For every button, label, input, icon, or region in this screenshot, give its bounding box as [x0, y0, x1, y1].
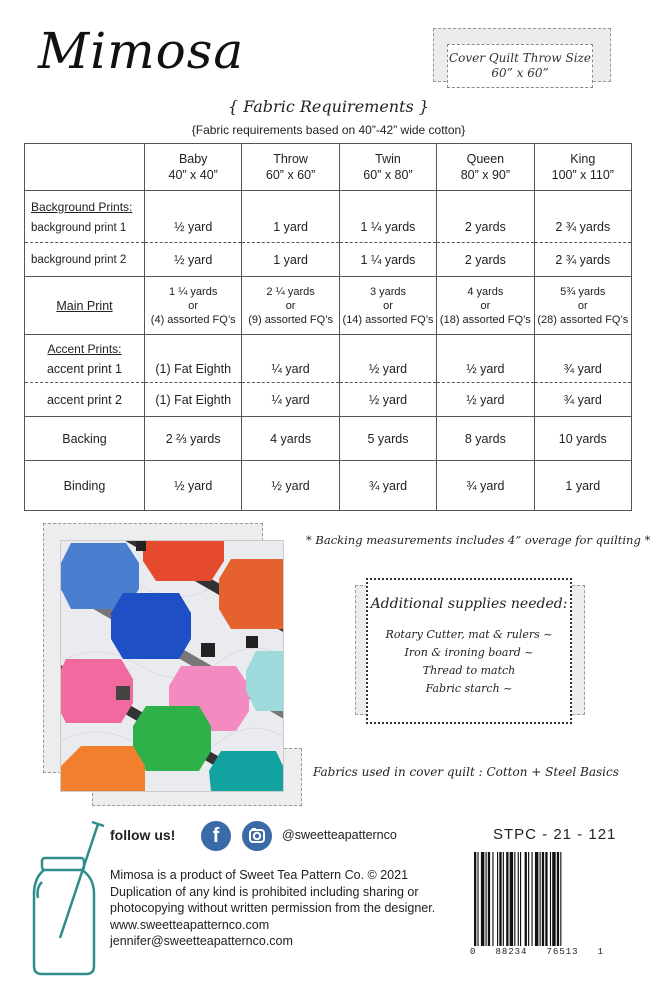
quilt-image	[61, 541, 283, 791]
table-header-row	[25, 144, 632, 191]
mason-jar-icon	[30, 818, 108, 978]
fabric-requirements-table	[24, 143, 632, 511]
follow-us-label: follow us!	[110, 827, 176, 843]
table-cell: (1) Fat Eighth	[145, 383, 242, 417]
size-name: Queen	[466, 152, 505, 166]
size-dims: 60” x 60”	[265, 168, 316, 182]
size-dims: 60” x 80”	[363, 168, 413, 182]
table-cell: ¼ yard	[242, 383, 339, 417]
fabrics-used: Fabrics used in cover quilt : Cotton + Steel Basics	[313, 765, 619, 779]
table-row-background-1	[25, 191, 632, 243]
size-name: Twin	[375, 152, 401, 166]
table-cell: 1 yard	[242, 243, 339, 277]
row-label: Backing	[25, 417, 145, 461]
website-link[interactable]: www.sweetteapatternco.com	[110, 917, 270, 932]
size-name: King	[570, 152, 596, 166]
table-row-accent-2	[25, 383, 632, 417]
table-cell: ½ yard	[145, 243, 242, 277]
table-cell: ½ yard	[145, 461, 242, 511]
fabric-requirements-subtitle: {Fabric requirements based on 40”-42” wide cotton}	[191, 123, 466, 137]
credit-line: Mimosa is a product of Sweet Tea Pattern Co. © 2021	[110, 868, 409, 882]
table-cell: ½ yard	[339, 335, 436, 383]
table-cell: ¾ yard	[534, 383, 631, 417]
cover-size-box	[447, 44, 593, 88]
credit-line: photocopying without written permission from the designer.	[110, 901, 436, 915]
table-cell: (1) Fat Eighth	[145, 335, 242, 383]
row-label: accent print 1	[46, 362, 123, 376]
table-cell: ¾ yard	[534, 335, 631, 383]
table-row-main-print	[25, 277, 632, 335]
table-cell: 1 ¼ yards	[339, 243, 436, 277]
header-baby	[145, 144, 242, 191]
supplies-box	[366, 578, 572, 724]
email-link[interactable]: jennifer@sweetteapatternco.com	[110, 934, 293, 948]
table-cell: ¾ yard	[437, 461, 534, 511]
cover-size-line2: 60” x 60”	[491, 66, 549, 80]
table-cell: ½ yard	[145, 191, 242, 243]
header-king	[534, 144, 631, 191]
table-cell: 2 yards	[437, 191, 534, 243]
size-name: Baby	[178, 152, 208, 166]
size-dims: 100” x 110”	[551, 168, 614, 182]
table-row-accent-1	[25, 335, 632, 383]
table-cell: 1 ¼ yards	[339, 191, 436, 243]
pattern-sku: STPC - 21 - 121	[493, 826, 617, 843]
facebook-icon[interactable]: f	[201, 821, 231, 851]
background-group-label: Background Prints:	[31, 200, 133, 214]
header-throw	[242, 144, 339, 191]
table-cell: 3 yards or (14) assorted FQ’s	[339, 277, 436, 335]
row-label: accent print 2	[25, 383, 145, 417]
fabric-requirements-title: { Fabric Requirements }	[227, 97, 430, 116]
table-cell: ¾ yard	[339, 461, 436, 511]
table-cell: ¼ yard	[242, 335, 339, 383]
table-row-backing	[25, 417, 632, 461]
row-label: Main Print	[56, 298, 113, 313]
credit-line: Duplication of any kind is prohibited including sharing or	[110, 884, 419, 899]
row-label: background print 1	[31, 222, 127, 234]
size-name: Throw	[273, 152, 308, 166]
backing-note: * Backing measurements includes 4” overage for quilting *	[306, 533, 651, 547]
table-cell: 2 yards	[437, 243, 534, 277]
supply-item: Rotary Cutter, mat & rulers ~	[385, 628, 553, 641]
barcode-numbers	[470, 947, 604, 957]
instagram-icon[interactable]	[242, 821, 272, 851]
header-queen	[437, 144, 534, 191]
table-cell: 2 ¼ yards or (9) assorted FQ’s	[242, 277, 339, 335]
cover-size-line1: Cover Quilt Throw Size	[449, 51, 591, 65]
table-cell: 1 yard	[534, 461, 631, 511]
barcode-digit: 88234	[495, 947, 528, 957]
table-cell: 2 ¾ yards	[534, 191, 631, 243]
table-cell: 5 yards	[339, 417, 436, 461]
table-cell: 4 yards or (18) assorted FQ’s	[437, 277, 534, 335]
table-cell: 1 ¼ yards or (4) assorted FQ’s	[145, 277, 242, 335]
supply-item: Iron & ironing board ~	[404, 646, 534, 659]
table-cell: 2 ⅔ yards	[145, 417, 242, 461]
row-label: Binding	[25, 461, 145, 511]
size-dims: 40” x 40”	[168, 168, 218, 182]
supplies-title: Additional supplies needed:	[370, 596, 568, 612]
table-cell: 1 yard	[242, 191, 339, 243]
barcode-digit: 1	[597, 947, 604, 957]
table-cell: 5¾ yards or (28) assorted FQ’s	[534, 277, 631, 335]
table-cell: ½ yard	[437, 335, 534, 383]
table-cell: ½ yard	[242, 461, 339, 511]
credits-block	[110, 867, 435, 950]
supply-item: Fabric starch ~	[425, 682, 513, 695]
row-label: background print 2	[25, 243, 145, 277]
supply-item: Thread to match	[422, 664, 516, 677]
size-dims: 80” x 90”	[460, 168, 511, 182]
quilt-photo	[60, 540, 284, 792]
header-blank	[25, 144, 145, 191]
table-cell: 10 yards	[534, 417, 631, 461]
social-handle[interactable]: @sweetteapatternco	[282, 828, 397, 842]
header-twin	[339, 144, 436, 191]
table-cell: 4 yards	[242, 417, 339, 461]
table-cell: 8 yards	[437, 417, 534, 461]
table-cell: 2 ¾ yards	[534, 243, 631, 277]
pattern-title: Mimosa	[38, 22, 245, 80]
table-row-background-2	[25, 243, 632, 277]
barcode-digit: 0	[470, 947, 477, 957]
table-row-binding	[25, 461, 632, 511]
accent-group-label: Accent Prints:	[47, 342, 122, 356]
table-cell: ½ yard	[437, 383, 534, 417]
barcode-icon	[470, 852, 600, 950]
table-cell: ½ yard	[339, 383, 436, 417]
barcode-digit: 76513	[546, 947, 579, 957]
